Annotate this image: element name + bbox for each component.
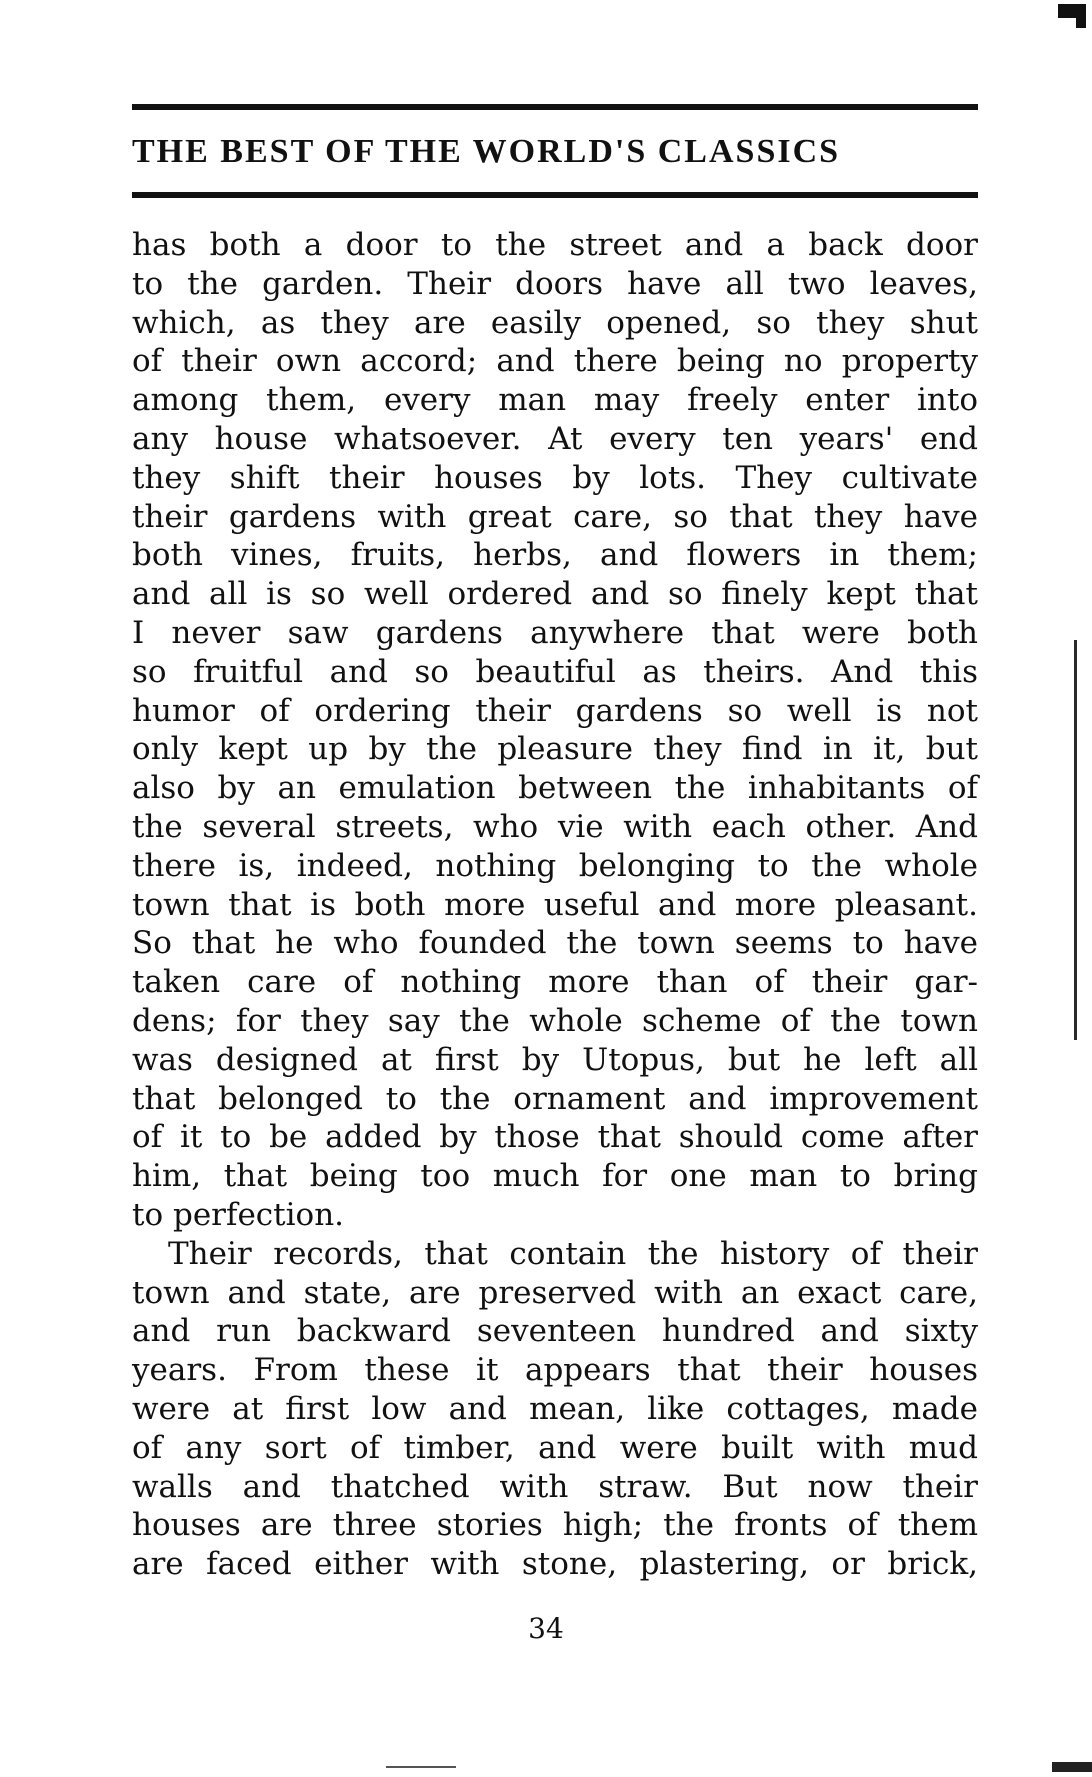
text-line: they shift their houses by lots. They cultivate [132,459,978,496]
text-line: to the garden. Their doors have all two leaves, [132,265,978,302]
text-line: are faced either with stone, plastering, or brick, [132,1546,978,1583]
text-line: of any sort of timber, and were built with mud [132,1429,978,1466]
text-line: and all is so well ordered and so finely kept that [132,576,978,613]
text-line: walls and thatched with straw. But now their [132,1468,978,1505]
bottom-scan-mark [386,1766,456,1768]
text-line: so fruitful and so beautiful as theirs. And this [132,653,978,690]
page-number: 34 [528,1612,564,1645]
paragraph-end-line: to perfection. [132,1196,345,1233]
text-line: was designed at first by Utopus, but he left all [132,1041,978,1078]
text-line: that belonged to the ornament and improvement [132,1080,978,1117]
corner-scan-mark [1058,4,1086,18]
text-line: their gardens with great care, so that they have [132,498,978,535]
text-line: both vines, fruits, herbs, and flowers in them; [132,537,978,574]
text-line: there is, indeed, nothing belonging to the whole [132,847,978,884]
text-line: So that he who founded the town seems to have [132,925,978,962]
text-line: dens; for they say the whole scheme of the town [132,1002,978,1039]
text-line: houses are three stories high; the fronts of them [132,1507,978,1544]
text-line: town and state, are preserved with an exact care, [132,1274,978,1311]
bottom-corner-scan-mark [1052,1762,1092,1772]
text-line: which, as they are easily opened, so they shut [132,304,978,341]
text-line: humor of ordering their gardens so well is not [132,692,978,729]
paragraph-start-line: Their records, that contain the history of their [168,1235,978,1272]
text-line: years. From these it appears that their houses [132,1352,978,1389]
text-line: town that is both more useful and more pleasant. [132,886,978,923]
text-line: of it to be added by those that should come after [132,1119,978,1156]
text-line: the several streets, who vie with each other. And [132,808,978,845]
text-line: also by an emulation between the inhabitants of [132,770,978,807]
text-line: among them, every man may freely enter into [132,382,978,419]
text-line: I never saw gardens anywhere that were both [132,614,978,651]
header-rule-top [132,104,978,110]
text-line: only kept up by the pleasure they find in it, but [132,731,978,768]
text-line: him, that being too much for one man to bring [132,1158,978,1195]
text-line: any house whatsoever. At every ten years' end [132,420,978,457]
header-rule-bottom [132,192,978,198]
text-line: of their own accord; and there being no property [132,343,978,380]
text-line: taken care of nothing more than of their gar- [132,964,978,1001]
body-text [132,226,978,1584]
margin-scan-line [1074,640,1077,1040]
text-line: has both a door to the street and a back door [132,227,978,263]
running-head: THE BEST OF THE WORLD'S CLASSICS [132,133,841,170]
text-line: and run backward seventeen hundred and sixty [132,1313,978,1350]
text-line: were at first low and mean, like cottages, made [132,1390,978,1427]
